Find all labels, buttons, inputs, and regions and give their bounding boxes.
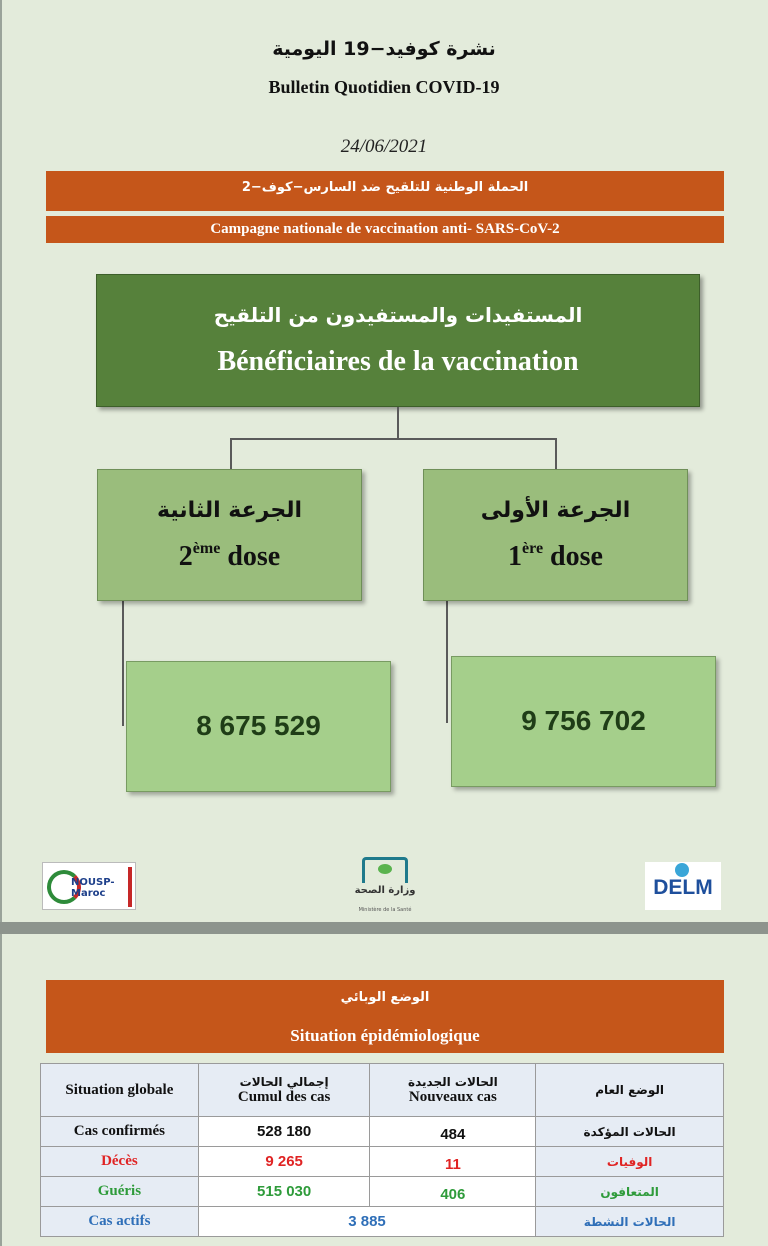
bulletin-title-ar: نشرة كوفيد−19 اليومية [272,38,496,60]
row-recovered-new: 406 [370,1177,536,1207]
ministry-name-fr: Ministère de la Santé [358,907,412,913]
ministry-logo [352,855,418,919]
campaign-banner-fr: Campagne nationale de vaccination anti- SARS-CoV-2 [46,216,724,243]
dose1-count-box [451,656,716,787]
situation-title-ar: الوضع الوبائي [340,990,430,1005]
header-cumul: إجمالي الحالات Cumul des cas [198,1064,370,1117]
nousp-flag-bar [128,867,132,907]
row-confirmed-new: 484 [370,1117,536,1147]
table-header-row [41,1064,724,1117]
table-row [41,1147,724,1177]
nousp-logo [42,862,136,910]
header-new: الحالات الجديدة Nouveaux cas [370,1064,536,1117]
row-active-label-ar: الحالات النشطة [536,1207,724,1237]
row-deaths-label-fr: Décès [41,1147,199,1177]
dose1-box [423,469,688,601]
header-global-ar: الوضع العام [536,1064,724,1117]
row-active-count: 3 885 [198,1207,535,1237]
beneficiaries-box [96,274,700,407]
row-confirmed-label-fr: Cas confirmés [41,1117,199,1147]
delm-logo-text: DELM [653,876,713,899]
bulletin-title-fr: Bulletin Quotidien COVID-19 [268,77,500,97]
row-confirmed-label-ar: الحالات المؤكدة [536,1117,724,1147]
connector-to-dose1 [555,438,557,469]
table-row [41,1177,724,1207]
connector-to-dose2 [230,438,232,469]
page-separator [0,922,768,934]
dose2-label-ar: الجرعة الثانية [157,498,302,523]
situation-title-fr: Situation épidémiologique [290,1026,480,1045]
nousp-logo-text: NOUSP-Maroc [71,877,115,899]
situation-table [40,1063,724,1237]
delm-dot-icon [675,863,689,877]
delm-logo [645,862,721,910]
dose2-count-box [126,661,391,792]
connector-dose1-count [446,601,448,723]
row-confirmed-cumul: 528 180 [198,1117,370,1147]
connector-vertical-main [397,407,399,439]
dose2-label-fr: 2ème dose [178,540,281,572]
dose2-count: 8 675 529 [196,710,321,741]
beneficiaries-title-fr: Bénéficiaires de la vaccination [217,346,579,377]
row-deaths-new: 11 [370,1147,536,1177]
dose1-count: 9 756 702 [521,705,646,736]
header-global-fr: Situation globale [41,1064,199,1117]
connector-horizontal [230,438,557,440]
ministry-crescent-icon [378,864,392,874]
row-recovered-cumul: 515 030 [198,1177,370,1207]
connector-dose2-count [122,601,124,726]
dose1-label-fr: 1ère dose [508,540,603,572]
dose1-label-ar: الجرعة الأولى [480,498,631,523]
table-row [41,1117,724,1147]
row-active-label-fr: Cas actifs [41,1207,199,1237]
bulletin-date: 24/06/2021 [340,136,428,157]
row-deaths-cumul: 9 265 [198,1147,370,1177]
beneficiaries-title-ar: المستفيدات والمستفيدون من التلقيح [213,303,583,327]
situation-banner [46,980,724,1053]
table-row [41,1207,724,1237]
dose2-box [97,469,362,601]
row-recovered-label-fr: Guéris [41,1177,199,1207]
row-recovered-label-ar: المتعافون [536,1177,724,1207]
campaign-banner-ar: الحملة الوطنية للتلقيح ضد السارس−كوف−2 [46,171,724,211]
ministry-name-ar: وزارة الصحة [354,885,416,896]
row-deaths-label-ar: الوفيات [536,1147,724,1177]
